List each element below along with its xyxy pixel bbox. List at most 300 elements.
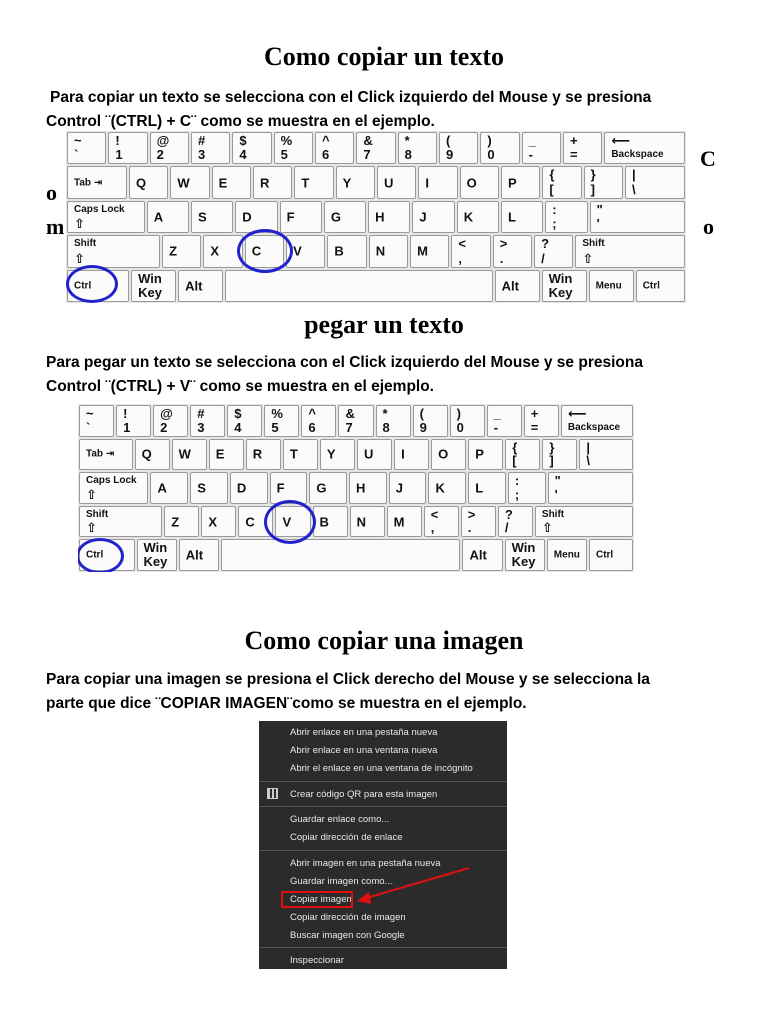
- key-row2-8: [394, 439, 429, 471]
- key-row4-0: [79, 506, 162, 538]
- fragment-left-1: o: [46, 180, 57, 205]
- key-row1-0: [79, 405, 114, 437]
- key-row1-12: [524, 405, 559, 437]
- key-bottom-label: 0: [456, 419, 464, 435]
- menu-item-open-link-incognito[interactable]: Abrir el enlace en una ventana de incógnito: [290, 763, 473, 774]
- key-label: E: [215, 446, 225, 462]
- key-bottom-label: 1: [115, 147, 123, 163]
- key-top-label: |: [586, 439, 591, 455]
- key-label: Tab ⇥: [86, 448, 115, 460]
- key-top-label: ~: [86, 406, 94, 421]
- key-row5-5: [505, 539, 545, 571]
- key-label: B: [334, 243, 344, 259]
- key-label: Q: [141, 446, 152, 462]
- key-bottom-label: /: [541, 250, 545, 266]
- key-row2-12: [584, 166, 623, 198]
- key-top-label: _: [493, 406, 501, 421]
- key-label: K: [435, 480, 445, 496]
- key-top-label: :: [552, 201, 557, 217]
- key-row4-10: [534, 235, 573, 267]
- key-row3-10: [545, 201, 587, 233]
- key-row3-10: [508, 472, 546, 504]
- key-label: J: [395, 480, 403, 496]
- key-label: N: [356, 514, 366, 530]
- key-bottom-label: 9: [419, 419, 427, 435]
- section3-line2: parte que dice ¨COPIAR IMAGEN¨como se muestra en el ejemplo.: [46, 695, 527, 712]
- key-row2-5: [294, 166, 333, 198]
- key-top-label: ?: [504, 506, 513, 522]
- key-row2-9: [460, 166, 499, 198]
- key-row1-7: [356, 132, 395, 164]
- key-top-label: ⟵: [567, 406, 587, 421]
- key-top-label: !: [115, 133, 120, 148]
- key-top-label: |: [632, 167, 636, 183]
- key-label: J: [419, 209, 427, 225]
- key-label: Alt: [469, 547, 487, 563]
- key-top-label: %: [280, 133, 293, 148]
- key-row4-9: [493, 235, 532, 267]
- key-row2-8: [418, 166, 457, 198]
- key-bottom-label: ⇧: [86, 486, 97, 502]
- key-label: R: [260, 175, 270, 191]
- key-top-label: +: [570, 133, 578, 148]
- key-bottom-label: 3: [197, 419, 205, 435]
- key-label: S: [197, 480, 206, 496]
- key-top-label: &: [363, 133, 373, 148]
- key-top-label: Win: [548, 270, 573, 286]
- key-row2-5: [283, 439, 318, 471]
- key-label: K: [463, 209, 474, 225]
- key-row1-2: [153, 405, 188, 437]
- key-top-label: <: [430, 506, 439, 522]
- key-row5-3: [225, 270, 492, 302]
- menu-item-copy-link-address[interactable]: Copiar dirección de enlace: [290, 832, 403, 843]
- key-label: G: [316, 480, 327, 496]
- key-label: U: [364, 446, 374, 462]
- key-label: G: [330, 209, 341, 225]
- key-top-label: %: [271, 406, 283, 421]
- key-top-label: Win: [138, 270, 162, 286]
- key-top-label: Shift: [541, 508, 565, 520]
- key-row1-10: [480, 132, 519, 164]
- key-label: Y: [342, 175, 352, 191]
- key-bottom-label: 1: [123, 419, 131, 435]
- key-row4-8: [424, 506, 459, 538]
- menu-item-copy-image[interactable]: Copiar imagen: [290, 894, 352, 905]
- key-row2-11: [542, 166, 581, 198]
- key-top-label: ~: [74, 133, 82, 148]
- key-row3-5: [309, 472, 347, 504]
- key-row1-11: [522, 132, 561, 164]
- key-top-label: ": [596, 201, 603, 217]
- key-row5-2: [178, 270, 223, 302]
- key-label: W: [177, 175, 190, 191]
- key-row5-1: [137, 539, 177, 571]
- key-bottom-label: Key: [143, 553, 168, 569]
- section2-line2: Control ¨(CTRL) + V¨ como se muestra en el ejemplo.: [46, 378, 434, 395]
- key-row3-1: [150, 472, 188, 504]
- key-bottom-label: ': [596, 216, 600, 232]
- key-label: Ctrl: [86, 549, 104, 561]
- key-top-label: ): [456, 406, 461, 421]
- key-label: Menu: [553, 549, 580, 561]
- key-bottom-label: 4: [239, 147, 247, 163]
- key-row5-4: [462, 539, 502, 571]
- fragment-left-2: m: [46, 214, 65, 239]
- key-row3-8: [457, 201, 499, 233]
- c-key-highlight-circle: [237, 229, 293, 273]
- key-row3-5: [324, 201, 366, 233]
- key-row3-11: [548, 472, 633, 504]
- key-row1-1: [108, 132, 147, 164]
- key-bottom-label: Backspace: [611, 149, 664, 161]
- key-row3-4: [280, 201, 322, 233]
- key-row3-3: [235, 201, 277, 233]
- key-label: V: [282, 514, 292, 530]
- key-bottom-label: 8: [404, 147, 412, 163]
- key-row1-6: [315, 132, 354, 164]
- key-bottom-label: 7: [345, 419, 353, 435]
- ctrl-highlight-circle: [78, 538, 124, 572]
- key-row4-5: [313, 506, 348, 538]
- key-bottom-label: \: [632, 181, 636, 197]
- key-bottom-label: `: [86, 419, 91, 435]
- key-label: D: [236, 480, 247, 496]
- key-top-label: $: [234, 406, 242, 421]
- context-menu-screenshot: [259, 721, 507, 969]
- key-label: U: [384, 175, 394, 191]
- key-top-label: Shift: [74, 238, 97, 250]
- key-row3-7: [412, 201, 454, 233]
- key-row4-8: [451, 235, 490, 267]
- key-row1-10: [450, 405, 485, 437]
- key-row2-4: [246, 439, 281, 471]
- key-row1-5: [264, 405, 299, 437]
- key-row3-0: [67, 201, 145, 233]
- key-row2-2: [170, 166, 209, 198]
- key-bottom-label: 6: [308, 419, 316, 435]
- section3-paragraph: [46, 668, 736, 716]
- key-row3-6: [368, 201, 410, 233]
- key-bottom-label: 8: [382, 419, 390, 435]
- key-row5-6: [589, 270, 634, 302]
- key-label: T: [289, 446, 298, 462]
- key-label: V: [293, 243, 302, 259]
- key-row2-13: [625, 166, 685, 198]
- key-label: B: [319, 514, 329, 530]
- key-top-label: *: [404, 133, 410, 148]
- key-label: P: [475, 446, 484, 462]
- key-label: Ctrl: [74, 280, 92, 292]
- key-label: L: [475, 480, 484, 496]
- key-bottom-label: -: [528, 147, 533, 163]
- key-label: X: [210, 243, 220, 259]
- key-row3-8: [428, 472, 466, 504]
- v-key-highlight-circle: [264, 500, 316, 544]
- key-label: C: [251, 243, 262, 259]
- key-row1-13: [604, 132, 685, 164]
- key-bottom-label: ]: [549, 453, 554, 469]
- menu-item-open-link-new-tab[interactable]: Abrir enlace en una pestaña nueva: [290, 727, 438, 738]
- key-bottom-label: Backspace: [567, 421, 621, 433]
- key-label: P: [508, 175, 517, 191]
- key-row4-1: [164, 506, 199, 538]
- key-top-label: <: [458, 236, 466, 252]
- key-bottom-label: ,: [458, 250, 463, 266]
- key-row5-5: [542, 270, 587, 302]
- key-top-label: Win: [511, 540, 536, 556]
- key-label: Ctrl: [595, 549, 614, 561]
- key-top-label: +: [530, 406, 539, 421]
- key-row2-13: [579, 439, 633, 471]
- key-row2-3: [209, 439, 244, 471]
- key-bottom-label: Key: [548, 284, 573, 300]
- key-bottom-label: 6: [322, 147, 330, 163]
- key-bottom-label: ]: [590, 181, 595, 197]
- key-row2-0: [67, 166, 127, 198]
- key-label: W: [178, 446, 191, 462]
- key-row1-11: [487, 405, 522, 437]
- key-label: Z: [171, 514, 180, 530]
- key-top-label: #: [198, 133, 206, 148]
- key-label: F: [276, 480, 285, 496]
- key-row4-7: [387, 506, 422, 538]
- key-row1-3: [190, 405, 225, 437]
- key-bottom-label: ;: [514, 486, 520, 502]
- key-row1-13: [561, 405, 633, 437]
- key-row2-11: [505, 439, 540, 471]
- key-row2-6: [336, 166, 375, 198]
- key-bottom-label: \: [586, 453, 591, 469]
- key-row1-8: [376, 405, 411, 437]
- key-bottom-label: 5: [271, 419, 279, 435]
- key-top-label: &: [345, 406, 355, 421]
- key-row4-7: [410, 235, 449, 267]
- key-top-label: (: [446, 133, 451, 148]
- key-top-label: ^: [322, 133, 330, 148]
- key-top-label: @: [156, 133, 170, 148]
- menu-item-search-image-google[interactable]: Buscar imagen con Google: [290, 930, 405, 941]
- key-top-label: Shift: [582, 238, 605, 250]
- key-bottom-label: 0: [487, 147, 495, 163]
- menu-item-copy-image-address[interactable]: Copiar dirección de imagen: [290, 912, 406, 923]
- key-row2-2: [172, 439, 207, 471]
- menu-item-open-image-new-tab[interactable]: Abrir imagen en una pestaña nueva: [290, 858, 441, 869]
- key-bottom-label: ⇧: [582, 250, 594, 266]
- key-bottom-label: .: [499, 250, 504, 266]
- key-top-label: >: [499, 236, 508, 252]
- key-row2-0: [79, 439, 133, 471]
- key-bottom-label: ⇧: [74, 250, 85, 266]
- key-row2-1: [135, 439, 170, 471]
- key-row4-11: [535, 506, 633, 538]
- key-row2-1: [129, 166, 168, 198]
- key-label: H: [375, 209, 385, 225]
- fragment-right-2: o: [703, 214, 714, 239]
- key-top-label: ?: [541, 236, 550, 252]
- key-label: A: [157, 480, 167, 496]
- menu-item-inspect[interactable]: Inspeccionar: [290, 955, 344, 966]
- key-bottom-label: 5: [280, 147, 288, 163]
- key-bottom-label: 9: [446, 147, 454, 163]
- key-label: E: [218, 175, 228, 191]
- key-row3-6: [349, 472, 387, 504]
- key-row4-6: [350, 506, 385, 538]
- key-row3-11: [590, 201, 685, 233]
- fragment-right-1: C: [700, 146, 716, 171]
- key-bottom-label: ': [554, 486, 558, 502]
- key-row3-9: [468, 472, 506, 504]
- key-top-label: }: [590, 167, 596, 183]
- section2-title: pegar un texto: [304, 310, 464, 339]
- key-top-label: }: [549, 439, 555, 455]
- menu-item-save-link-as[interactable]: Guardar enlace como...: [290, 814, 390, 825]
- key-label: Tab ⇥: [74, 177, 103, 189]
- key-row1-4: [227, 405, 262, 437]
- key-row4-10: [498, 506, 533, 538]
- key-label: N: [375, 243, 386, 259]
- key-top-label: Win: [143, 540, 168, 556]
- key-top-label: {: [512, 439, 518, 455]
- key-label: Alt: [501, 278, 519, 294]
- key-row5-2: [179, 539, 219, 571]
- red-arrow-icon: [259, 721, 507, 969]
- key-row3-2: [191, 201, 233, 233]
- key-top-label: *: [382, 406, 388, 421]
- section1-line2: Control ¨(CTRL) + C¨ como se muestra en el ejemplo.: [46, 113, 435, 130]
- key-row5-6: [547, 539, 587, 571]
- key-row2-12: [542, 439, 577, 471]
- menu-item-open-link-new-window[interactable]: Abrir enlace en una ventana nueva: [290, 745, 438, 756]
- section1-title: Como copiar un texto: [263, 42, 504, 71]
- key-row2-10: [501, 166, 540, 198]
- key-label: O: [466, 175, 477, 191]
- key-bottom-label: Key: [511, 553, 536, 569]
- key-label: D: [242, 209, 252, 225]
- key-row4-0: [67, 235, 160, 267]
- key-top-label: >: [467, 506, 476, 522]
- key-row3-3: [230, 472, 268, 504]
- key-top-label: ): [487, 133, 492, 148]
- key-row4-6: [369, 235, 408, 267]
- key-top-label: :: [514, 473, 520, 489]
- section2-paragraph: [46, 351, 736, 399]
- key-bottom-label: -: [493, 419, 499, 435]
- key-top-label: $: [239, 133, 247, 148]
- key-row3-7: [389, 472, 427, 504]
- key-top-label: _: [528, 133, 536, 148]
- key-row4-11: [575, 235, 685, 267]
- key-label: Ctrl: [642, 280, 660, 292]
- key-label: L: [508, 209, 516, 225]
- key-bottom-label: ⇧: [74, 216, 85, 232]
- key-bottom-label: .: [467, 520, 472, 536]
- key-top-label: ⟵: [611, 133, 630, 148]
- key-label: Q: [136, 175, 147, 191]
- menu-item-save-image-as[interactable]: Guardar imagen como...: [290, 876, 393, 887]
- menu-item-create-qr[interactable]: Crear código QR para esta imagen: [290, 789, 438, 800]
- key-bottom-label: ;: [552, 216, 557, 232]
- key-row1-2: [150, 132, 189, 164]
- key-bottom-label: 3: [198, 147, 206, 163]
- key-top-label: #: [197, 406, 205, 421]
- key-row1-12: [563, 132, 602, 164]
- key-bottom-label: /: [504, 520, 509, 536]
- key-row5-7: [636, 270, 685, 302]
- key-label: Alt: [185, 278, 203, 294]
- key-label: I: [401, 446, 405, 462]
- key-row1-8: [398, 132, 437, 164]
- key-label: H: [356, 480, 366, 496]
- key-row3-1: [147, 201, 189, 233]
- key-row1-7: [338, 405, 373, 437]
- key-bottom-label: =: [570, 147, 578, 163]
- key-label: M: [393, 514, 405, 530]
- key-bottom-label: ,: [430, 520, 435, 536]
- key-row5-4: [495, 270, 540, 302]
- key-row1-4: [232, 132, 271, 164]
- key-row3-9: [501, 201, 543, 233]
- key-label: Menu: [595, 280, 622, 292]
- key-top-label: Caps Lock: [86, 475, 137, 487]
- key-row1-0: [67, 132, 106, 164]
- key-row3-2: [190, 472, 228, 504]
- key-label: C: [245, 514, 255, 530]
- key-row1-5: [274, 132, 313, 164]
- key-top-label: Shift: [86, 508, 109, 520]
- key-row1-6: [301, 405, 336, 437]
- section1-paragraph: [46, 86, 740, 134]
- key-label: X: [208, 514, 217, 530]
- key-top-label: !: [123, 406, 128, 421]
- key-row1-3: [191, 132, 230, 164]
- key-bottom-label: [: [549, 181, 554, 197]
- key-bottom-label: =: [530, 419, 539, 435]
- key-row2-4: [253, 166, 292, 198]
- key-row1-9: [413, 405, 448, 437]
- key-label: T: [301, 175, 310, 191]
- section3-line1: Para copiar una imagen se presiona el Click derecho del Mouse y se selecciona la: [46, 671, 650, 688]
- key-row4-1: [162, 235, 201, 267]
- key-label: Alt: [185, 547, 204, 563]
- key-top-label: ^: [308, 406, 316, 421]
- section2-line1: Para pegar un texto se selecciona con el Click izquierdo del Mouse y se presiona: [46, 354, 643, 371]
- key-row2-6: [320, 439, 355, 471]
- key-top-label: (: [419, 406, 424, 421]
- key-row5-1: [131, 270, 176, 302]
- key-top-label: Caps Lock: [74, 203, 125, 215]
- key-label: F: [286, 209, 295, 225]
- key-row2-9: [431, 439, 466, 471]
- key-row3-0: [79, 472, 148, 504]
- key-label: I: [425, 175, 429, 191]
- key-row1-9: [439, 132, 478, 164]
- key-bottom-label: [: [512, 453, 517, 469]
- key-top-label: @: [160, 406, 173, 421]
- key-bottom-label: ⇧: [541, 520, 553, 536]
- key-bottom-label: Key: [138, 284, 162, 300]
- key-bottom-label: 4: [234, 419, 242, 435]
- key-label: S: [198, 209, 207, 225]
- key-label: Z: [169, 243, 178, 259]
- key-row2-7: [377, 166, 416, 198]
- key-row2-3: [212, 166, 251, 198]
- section1-line1: Para copiar un texto se selecciona con el Click izquierdo del Mouse y se presiona: [50, 89, 652, 106]
- key-bottom-label: ⇧: [86, 520, 97, 536]
- keyboard-image-copy: [66, 131, 686, 303]
- key-label: M: [417, 243, 428, 259]
- key-bottom-label: 7: [363, 147, 371, 163]
